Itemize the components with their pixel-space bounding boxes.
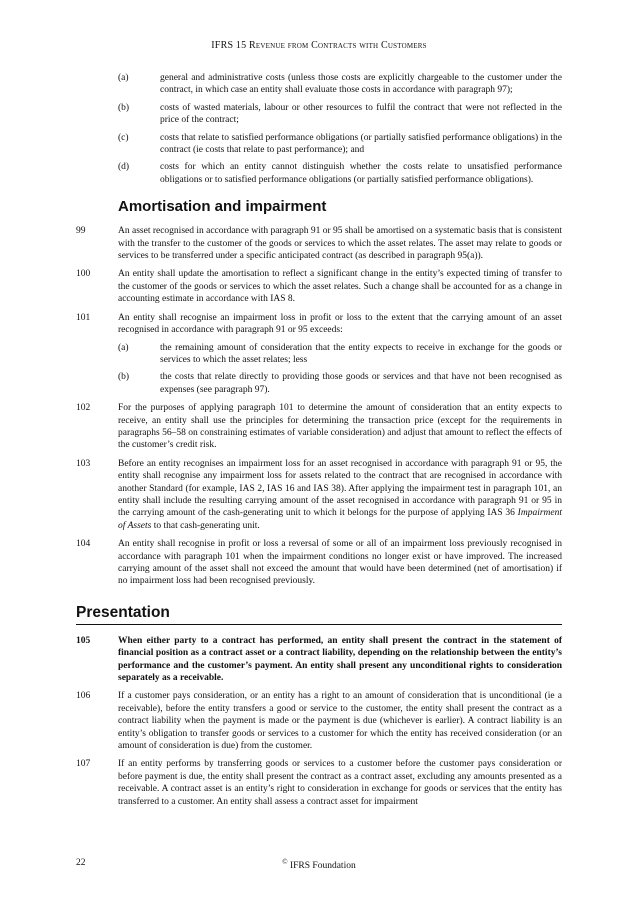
section-heading-presentation: Presentation <box>76 604 562 625</box>
list-item-text: costs that relate to satisfied performance obligations (or partially satisfied performance obligations) in the contract (ie costs that relate to past performance); and <box>160 132 562 156</box>
paragraph-number: 100 <box>76 269 91 280</box>
paragraph-text: An entity shall update the amortisation to reflect a significant change in the entity’s expected timing of transfer to the customer of the goods or services to which the asset relates. Such a change shall be accounted for as a change in accounting estimate in accordance with IAS 8. <box>118 269 562 305</box>
list-item-label: (c) <box>118 132 129 143</box>
top-list <box>76 72 562 186</box>
paragraph-107 <box>76 758 562 808</box>
standard-title: Impairment of Assets <box>118 508 562 531</box>
list-item-label: (b) <box>118 372 130 383</box>
list-item-text: the costs that relate directly to providing those goods or services and that have not been recognised as expenses (see paragraph 97). <box>160 372 562 395</box>
paragraph-text: Before an entity recognises an impairment loss for an asset recognised in accordance with paragraph 91 or 95, the entity shall recognise any impairment loss for assets related to the contract that are recognised in accordance with another Standard (for example, IAS 2, IAS 16 and IAS 38). After applying the impairment test in paragraph 101, an entity shall include the resulting carrying amount of the asset recognised in accordance with paragraph 91 or 95 in the carrying amount of the cash-generating unit to which it belongs for the purpose of applying IAS 36 <box>118 458 562 519</box>
running-head-prefix: IFRS 15 <box>211 40 247 51</box>
list-item-label: (a) <box>118 342 129 353</box>
paragraph-text: If an entity performs by transferring goods or services to a customer before the customer pays consideration or before payment is due, the entity shall present the contract as a contract asset, excluding any amounts presented as a receivable. A contract asset is an entity’s right to consideration in exchange for goods or services that the entity has transferred to a customer. An entity shall assess a contract asset for impairment <box>118 759 562 807</box>
running-head <box>0 40 638 51</box>
paragraph-103 <box>76 458 562 532</box>
section-heading-amortisation: Amortisation and impairment <box>118 198 327 216</box>
list-item <box>76 102 562 127</box>
list-item-label: (a) <box>118 73 129 83</box>
paragraph-102 <box>76 402 562 452</box>
paragraph-text: An entity shall recognise in profit or loss a reversal of some or all of an impairment loss previously recognised in accordance with paragraph 101 when the impairment conditions no longer exist or have improved. The increased carrying amount of the asset shall not exceed the amount that would have been determined (net of amortisation) if no impairment loss had been recognised previously. <box>118 539 562 587</box>
list-item-text: general and administrative costs (unless those costs are explicitly chargeable to the customer under the contract, in which case an entity shall evaluate those costs in accordance with paragraph 97); <box>160 73 562 96</box>
list-item-text: costs of wasted materials, labour or other resources to fulfil the contract that were not reflected in the price of the contract; <box>160 102 562 126</box>
list-item-text: costs for which an entity cannot distinguish whether the costs relate to unsatisfied performance obligations or to satisfied performance obligations (or partially satisfied performance obligations). <box>160 162 562 185</box>
paragraph-number: 101 <box>76 312 91 323</box>
paragraph-text: For the purposes of applying paragraph 101 to determine the amount of consideration that an entity expects to receive, an entity shall use the principles for determining the transaction price (except for the requirements in paragraphs 56–58 on constraining estimates of variable consideration) and adjust that amount to reflect the effects of the customer’s credit risk. <box>118 403 562 451</box>
page-content <box>76 72 562 814</box>
paragraph-105 <box>76 635 562 685</box>
paragraph-number: 105 <box>76 635 91 646</box>
paragraph-text: An entity shall recognise an impairment loss in profit or loss to the extent that the carrying amount of an asset recognised in accordance with paragraph 91 or 95 exceeds: <box>118 312 562 336</box>
page-number: 22 <box>76 858 86 868</box>
paragraph-101 <box>76 312 562 396</box>
paragraph-text: If a customer pays consideration, or an entity has a right to an amount of consideration that is unconditional (ie a receivable), before the entity transfers a good or service to the customer, the entity shall present the contract as a contract liability when the payment is made or the payment is due (whichever is earlier). A contract liability is an entity’s obligation to transfer goods or services to a customer for which the entity has received consideration (or an amount of consideration is due) from the customer. <box>118 691 562 752</box>
list-item <box>76 161 562 186</box>
paragraph-text: When either party to a contract has performed, an entity shall present the contract in the statement of financial position as a contract asset or a contract liability, depending on the relationship between the entity’s performance and the customer’s payment. An entity shall present any unconditional rights to consideration separately as a receivable. <box>118 635 562 684</box>
paragraph-number: 103 <box>76 458 91 469</box>
paragraph-106 <box>76 690 562 752</box>
paragraph-text-tail: to that cash-generating unit. <box>151 520 260 531</box>
list-item <box>76 72 562 97</box>
list-item <box>118 342 562 367</box>
copyright-symbol: © <box>282 858 288 866</box>
copyright-text: IFRS Foundation <box>289 861 356 872</box>
paragraph-99 <box>76 225 562 262</box>
paragraph-number: 106 <box>76 691 91 702</box>
list-item-text: the remaining amount of consideration that the entity expects to receive in exchange for the goods or services to which the asset relates; less <box>160 342 562 365</box>
list-item <box>118 371 562 396</box>
paragraph-text: An asset recognised in accordance with paragraph 91 or 95 shall be amortised on a systematic basis that is consistent with the transfer to the customer of the goods or services to which the asset relates. The asset may relate to goods or services to be transferred under a specific anticipated contract (as described in paragraph 95(a)). <box>118 226 562 262</box>
paragraph-100 <box>76 268 562 305</box>
list-item-label: (d) <box>118 162 130 173</box>
running-head-title: Revenue from Contracts with Customers <box>249 40 427 51</box>
paragraph-number: 104 <box>76 539 91 550</box>
paragraph-number: 107 <box>76 759 91 770</box>
paragraph-number: 102 <box>76 403 91 414</box>
paragraph-104 <box>76 538 562 588</box>
copyright-notice <box>76 858 562 871</box>
list-item <box>76 132 562 157</box>
list-item-label: (b) <box>118 102 130 113</box>
paragraph-number: 99 <box>76 226 86 237</box>
